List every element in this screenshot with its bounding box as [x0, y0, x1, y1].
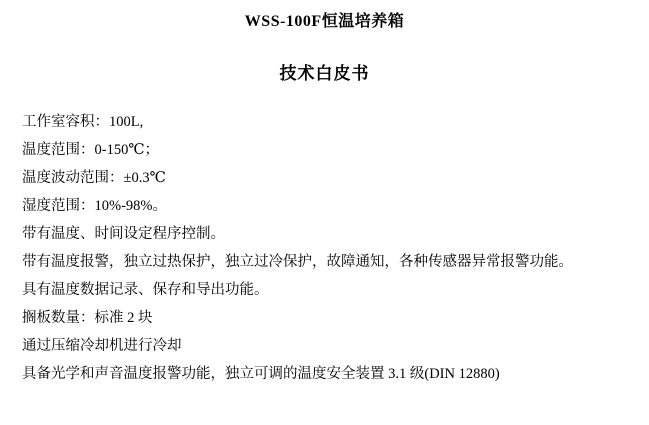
body-paragraph: 搁板数量：标准 2 块 [22, 310, 153, 326]
body-paragraph: 工作室容积：100L, [22, 114, 144, 130]
document-body [0, 108, 649, 388]
body-paragraph: 带有温度报警，独立过热保护，独立过冷保护，故障通知，各种传感器异常报警功能。 [22, 254, 573, 270]
body-paragraph: 温度范围：0-150℃； [22, 142, 160, 158]
body-paragraph: 具备光学和声音温度报警功能，独立可调的温度安全装置 3.1 级(DIN 12880) [22, 366, 500, 382]
body-paragraph: 温度波动范围：±0.3℃ [22, 170, 166, 186]
document-page [0, 6, 649, 425]
page-subtitle: 技术白皮书 [279, 64, 370, 83]
body-paragraph: 通过压缩冷却机进行冷却 [22, 338, 182, 354]
body-paragraph: 湿度范围：10%-98%。 [22, 198, 167, 214]
body-paragraph: 具有温度数据记录、保存和导出功能。 [22, 282, 269, 298]
body-paragraph: 带有温度、时间设定程序控制。 [22, 226, 225, 242]
page-title: WSS-100F恒温培养箱 [244, 13, 405, 30]
